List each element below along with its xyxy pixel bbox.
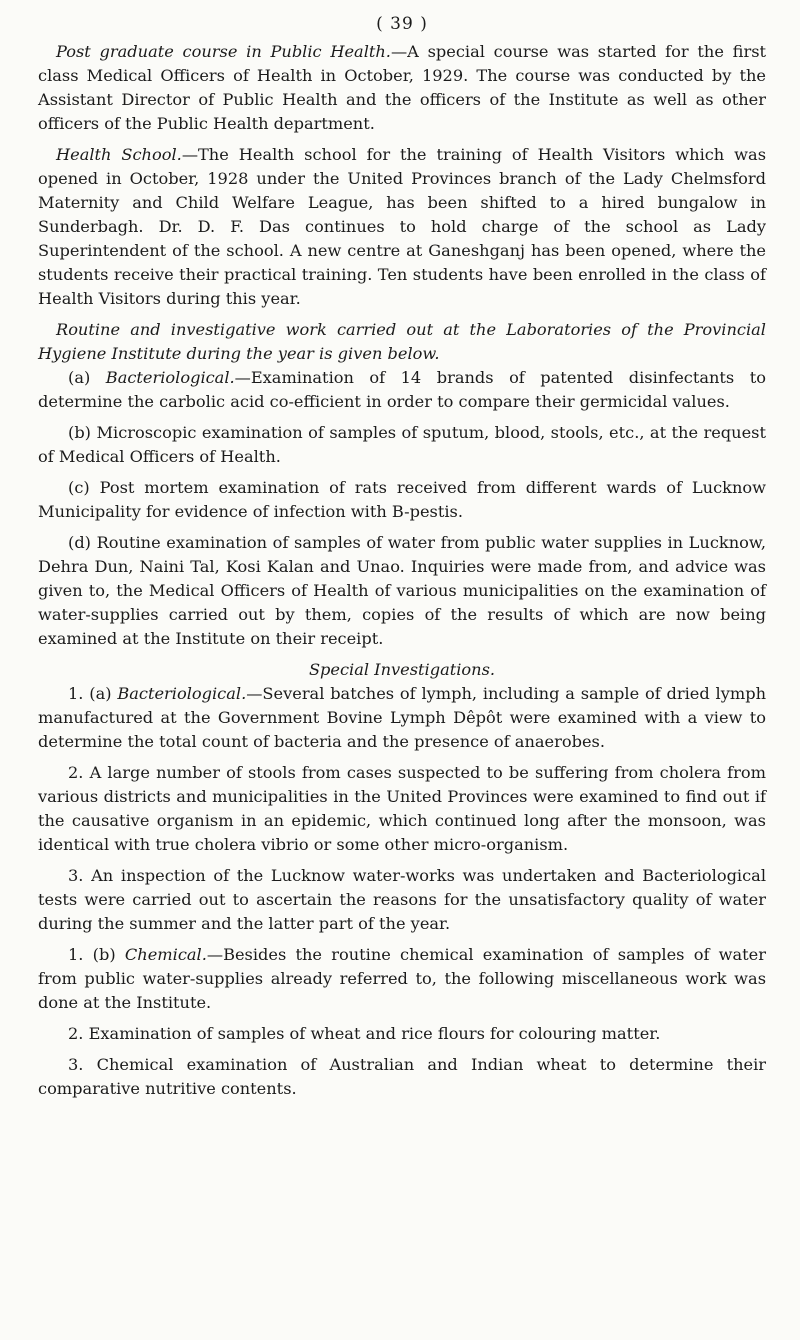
special-item	[38, 761, 766, 857]
post-graduate-paragraph	[38, 40, 766, 136]
special-item	[38, 864, 766, 936]
item-label: 2.	[68, 763, 84, 782]
routine-item	[38, 531, 766, 651]
item-text: Post mortem examination of rats received from different wards of Lucknow Municipality for evidence of infection with B-pestis.	[38, 478, 766, 521]
item-label: (c)	[68, 478, 90, 497]
item-title: Bacteriological.	[117, 684, 247, 703]
item-label: (a)	[68, 368, 91, 387]
item-label: 3.	[68, 1055, 84, 1074]
special-item	[38, 943, 766, 1015]
item-label: (d)	[68, 533, 91, 552]
item-label: 3.	[68, 866, 84, 885]
health-school-text: —The Health school for the training of Health Visitors which was opened in October, 1928 under the United Provinces branch of the Lady Chelmsford Maternity and Child Welfare League, has been shifted to a hired bungalow in Sunderbagh. Dr. D. F. Das continues to hold charge of the school as Lady Superintendent of the school. A new centre at Ganeshganj has been opened, where the students receive their practical training. Ten students have been enrolled in the class of Health Visitors during this year.	[38, 145, 766, 308]
item-label: 1. (a)	[68, 684, 112, 703]
item-text: —Examination of 14 brands of patented disinfectants to determine the carbolic acid co-efficient in order to compare their germicidal values.	[38, 368, 766, 411]
item-text: —Besides the routine chemical examination of samples of water from public water-supplies already referred to, the following miscellaneous work was done at the Institute.	[38, 945, 767, 1012]
special-item	[38, 682, 766, 754]
item-text: Chemical examination of Australian and Indian wheat to determine their comparative nutritive contents.	[38, 1055, 766, 1098]
post-graduate-text: —A special course was started for the first class Medical Officers of Health in October, 1929. The course was conducted by the Assistant Director of Public Health and the officers of the Institute as well as other officers of the Public Health department.	[38, 42, 767, 133]
routine-heading: Routine and investigative work carried out at the Laboratories of the Provincial Hygiene Institute during the year is given below.	[38, 320, 766, 363]
health-school-paragraph	[38, 143, 766, 311]
special-item	[38, 1053, 766, 1101]
routine-item	[38, 421, 766, 469]
routine-item	[38, 366, 766, 414]
item-text: A large number of stools from cases suspected to be suffering from cholera from various districts and municipalities in the United Provinces were examined to find out if the causative organism in an epidemic, which continued long after the monsoon, was identical with true cholera vibrio or some other micro-organism.	[38, 763, 766, 854]
item-label: (b)	[68, 423, 91, 442]
post-graduate-heading: Post graduate course in Public Health.	[56, 42, 391, 61]
item-text: An inspection of the Lucknow water-works was undertaken and Bacteriological tests were carried out to ascertain the reasons for the unsatisfactory quality of water during the summer and the latter part of the year.	[38, 866, 766, 933]
item-title: Bacteriological.	[105, 368, 235, 387]
item-text: Routine examination of samples of water from public water supplies in Lucknow, Dehra Dun, Naini Tal, Kosi Kalan and Unao. Inquiries were made from, and advice was given to, the Medical Officers of Health of various municipalities on the examination of water-supplies carried out by them, copies of the results of which are now being examined at the Institute on their receipt.	[38, 533, 766, 648]
item-text: —Several batches of lymph, including a sample of dried lymph manufactured at the Government Bovine Lymph Dêpôt were examined with a view to determine the total count of bacteria and the presence of anaerobes.	[38, 684, 766, 751]
routine-item	[38, 476, 766, 524]
special-investigations-heading: Special Investigations.	[308, 660, 496, 679]
page-number: ( 39 )	[376, 14, 428, 34]
item-label: 2.	[68, 1024, 84, 1043]
special-item	[38, 1022, 766, 1046]
item-label: 1. (b)	[68, 945, 116, 964]
health-school-heading: Health School.	[56, 145, 182, 164]
item-text: Microscopic examination of samples of sputum, blood, stools, etc., at the request of Medical Officers of Health.	[38, 423, 766, 466]
item-text: Examination of samples of wheat and rice flours for colouring matter.	[83, 1024, 661, 1043]
item-title: Chemical.	[124, 945, 207, 964]
